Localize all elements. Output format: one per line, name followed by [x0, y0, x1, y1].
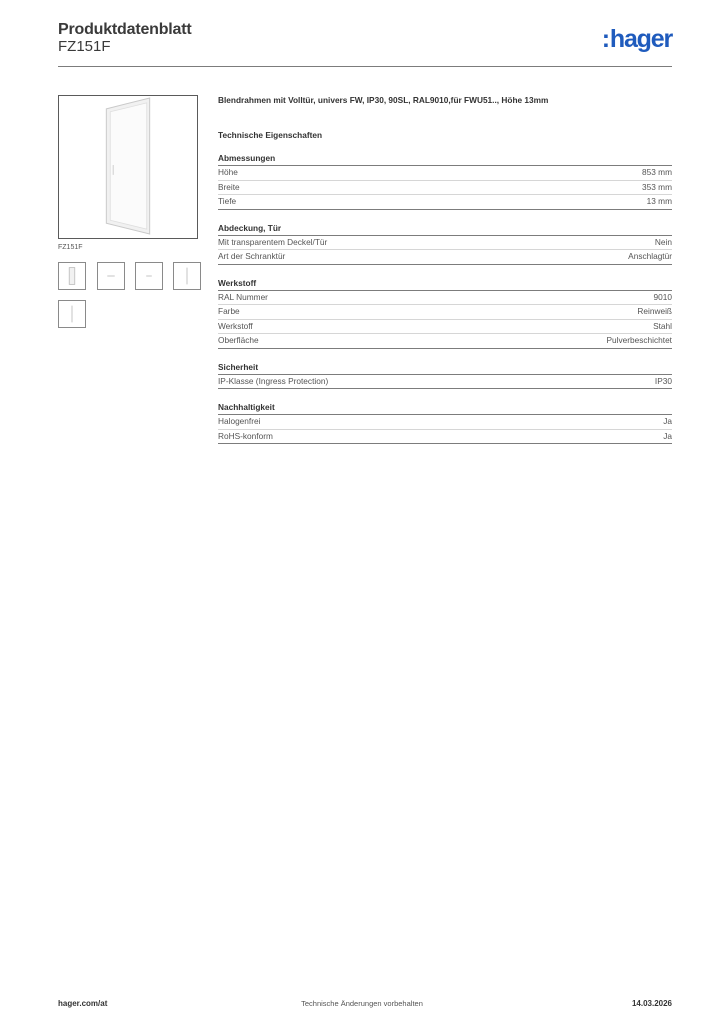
spec-row: [218, 181, 672, 196]
spec-row: [218, 375, 672, 390]
group-title: Sicherheit: [218, 362, 672, 375]
page-title: Produktdatenblatt: [58, 21, 192, 38]
spec-row: [218, 250, 672, 265]
thumbnail-front[interactable]: [58, 262, 86, 290]
footer-disclaimer: Technische Änderungen vorbehalten: [301, 999, 423, 1008]
thumbnail-bottom-view[interactable]: [135, 262, 163, 290]
product-description: Blendrahmen mit Volltür, univers FW, IP30, 90SL, RAL9010,für FWU51.., Höhe 13mm: [218, 95, 549, 105]
spec-value: 353 mm: [642, 181, 672, 192]
spec-value: 9010: [653, 291, 672, 302]
group-title: Abdeckung, Tür: [218, 223, 672, 236]
spec-row: [218, 430, 672, 445]
hager-logo: :hager: [601, 25, 672, 53]
spec-row: [218, 320, 672, 335]
spec-value: Reinweiß: [637, 306, 672, 316]
group-abdeckung: [218, 223, 672, 265]
door-frame-image: [59, 96, 197, 238]
thumbnail-top-view[interactable]: [97, 262, 125, 290]
footer-website-link[interactable]: hager.com/at: [58, 999, 108, 1008]
thumbnail-drawing[interactable]: [58, 300, 86, 328]
product-code: FZ151F: [58, 38, 111, 55]
spec-value: 853 mm: [642, 167, 672, 177]
spec-label: Breite: [218, 181, 240, 192]
product-main-image[interactable]: [58, 95, 198, 239]
spec-label: Oberfläche: [218, 335, 259, 345]
group-sicherheit: [218, 362, 672, 390]
group-nachhaltigkeit: [218, 402, 672, 444]
header-divider: [58, 66, 672, 67]
spec-label: RAL Nummer: [218, 291, 268, 302]
thumbnail-side-view[interactable]: [173, 262, 201, 290]
spec-label: Höhe: [218, 167, 238, 177]
group-title: Abmessungen: [218, 153, 672, 166]
spec-label: Mit transparentem Deckel/Tür: [218, 236, 328, 247]
spec-row: [218, 291, 672, 306]
spec-label: Tiefe: [218, 196, 237, 206]
spec-label: Werkstoff: [218, 320, 253, 331]
group-title: Nachhaltigkeit: [218, 402, 672, 415]
spec-label: Farbe: [218, 306, 240, 316]
spec-label: Halogenfrei: [218, 416, 261, 426]
spec-value: Pulverbeschichtet: [606, 335, 672, 345]
footer-date: 14.03.2026: [631, 999, 672, 1008]
spec-value: 13 mm: [646, 196, 672, 206]
spec-label: Art der Schranktür: [218, 251, 286, 261]
spec-value: IP30: [654, 375, 672, 386]
spec-value: Nein: [654, 236, 672, 247]
group-werkstoff: [218, 278, 672, 349]
spec-value: Anschlagtür: [628, 251, 672, 261]
spec-row: [218, 195, 672, 210]
spec-row: [218, 415, 672, 430]
spec-row: [218, 166, 672, 181]
image-caption: FZ151F: [58, 244, 83, 251]
spec-label: RoHS-konform: [218, 430, 273, 441]
spec-label: IP-Klasse (Ingress Protection): [218, 375, 329, 386]
spec-row: [218, 305, 672, 320]
spec-value: Stahl: [653, 320, 672, 331]
group-title: Werkstoff: [218, 278, 672, 291]
group-abmessungen: [218, 153, 672, 210]
spec-value: Ja: [663, 416, 672, 426]
specifications-panel: [218, 95, 672, 457]
section-heading: Technische Eigenschaften: [218, 130, 323, 140]
spec-row: [218, 236, 672, 251]
spec-value: Ja: [663, 430, 672, 441]
spec-row: [218, 334, 672, 349]
